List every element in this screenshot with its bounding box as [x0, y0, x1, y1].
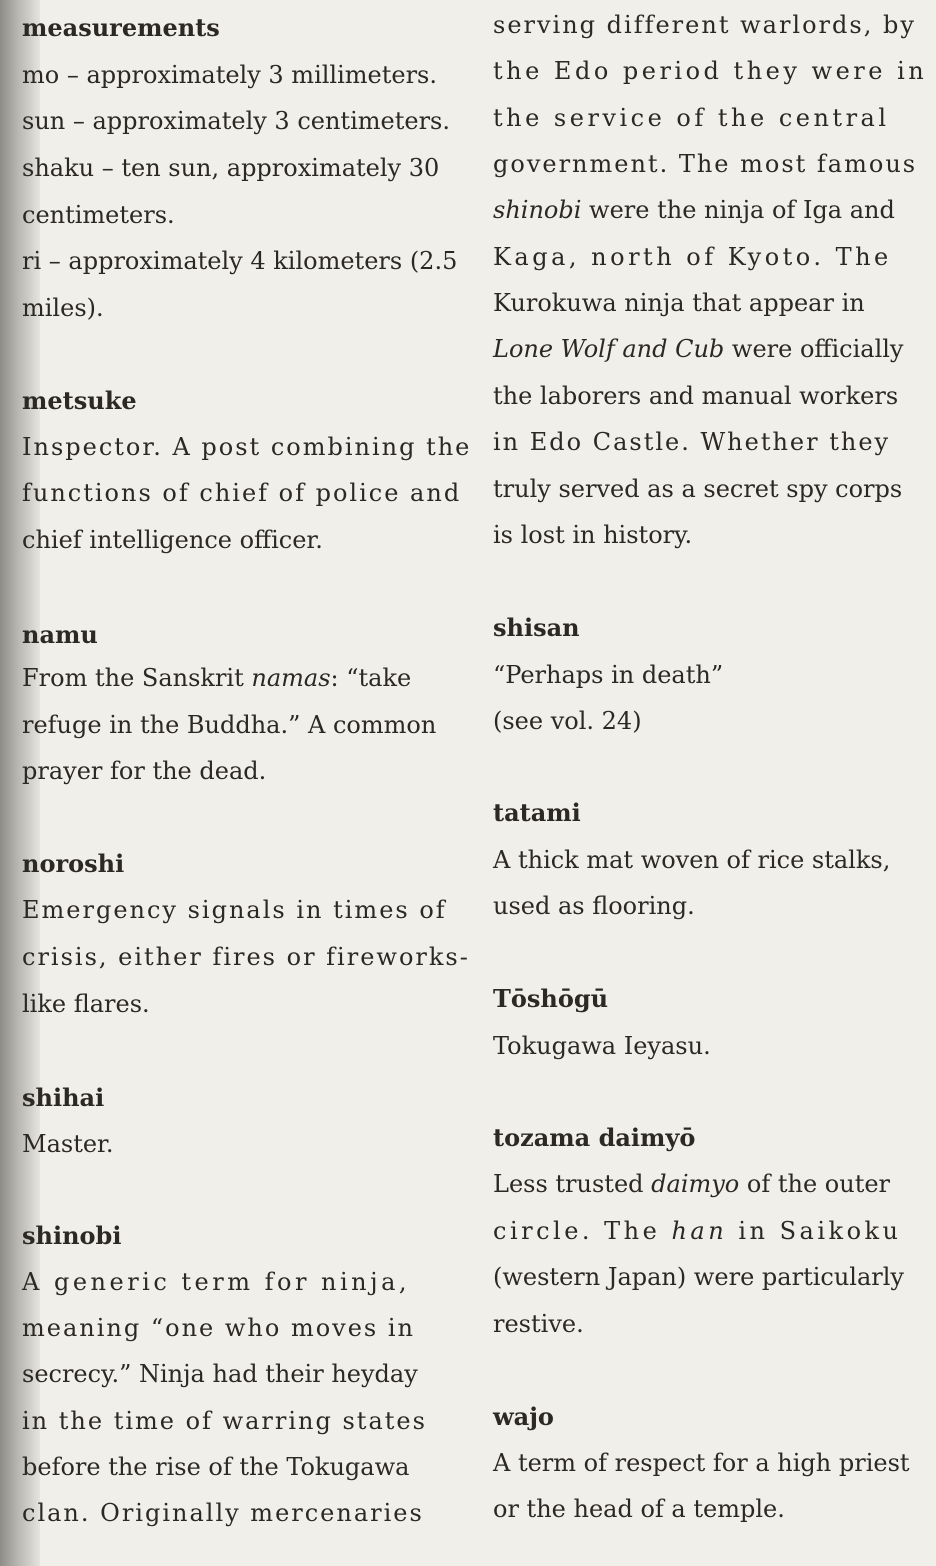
definition-line: Less trusted daimyo of the outer — [493, 1170, 891, 1198]
term-wajo: wajo — [493, 1402, 554, 1431]
term-toshogu: Tōshōgū — [493, 984, 609, 1013]
definition-line: Lone Wolf and Cub were officially — [493, 335, 904, 363]
definition-line: the service of the central — [493, 104, 890, 132]
definition-line: (western Japan) were particularly — [493, 1263, 904, 1291]
term-tozama-daimyo: tozama daimyō — [493, 1123, 696, 1152]
definition-line: truly served as a secret spy corps — [493, 475, 903, 503]
definition-line: clan. Originally mercenaries — [22, 1499, 424, 1527]
definition-line: is lost in history. — [493, 521, 693, 549]
definition-line: Kurokuwa ninja that appear in — [493, 289, 865, 317]
definition-line: Emergency signals in times of — [22, 896, 447, 924]
definition-line: crisis, either fires or fireworks- — [22, 943, 470, 971]
definition-line: Kaga, north of Kyoto. The — [493, 243, 892, 271]
definition-line: before the rise of the Tokugawa — [22, 1453, 410, 1481]
definition-line: serving different warlords, by — [493, 11, 916, 39]
definition-line: circle. The han in Saikoku — [493, 1217, 902, 1245]
definition-line: “Perhaps in death” — [493, 661, 724, 689]
definition-line: Tokugawa Ieyasu. — [493, 1032, 711, 1060]
term-shisan: shisan — [493, 613, 580, 642]
definition-line: chief intelligence officer. — [22, 526, 323, 554]
term-metsuke: metsuke — [22, 386, 137, 415]
definition-line: Master. — [22, 1130, 114, 1158]
definition-line: in Edo Castle. Whether they — [493, 428, 891, 456]
definition-line: A thick mat woven of rice stalks, — [493, 846, 891, 874]
definition-line: sun – approximately 3 centimeters. — [22, 107, 450, 135]
definition-line: government. The most famous — [493, 150, 918, 178]
definition-line: A generic term for ninja, — [22, 1268, 411, 1296]
term-shihai: shihai — [22, 1083, 105, 1112]
definition-line: meaning “one who moves in — [22, 1314, 415, 1342]
definition-line: centimeters. — [22, 201, 175, 229]
definition-line: A term of respect for a high priest — [493, 1449, 910, 1477]
definition-line: the laborers and manual workers — [493, 382, 899, 410]
definition-line: secrecy.” Ninja had their heyday — [22, 1360, 418, 1388]
definition-line: Inspector. A post combining the — [22, 433, 472, 461]
definition-line: like flares. — [22, 990, 150, 1018]
definition-line: in the time of warring states — [22, 1407, 427, 1435]
definition-line: prayer for the dead. — [22, 757, 267, 785]
term-namu: namu — [22, 620, 98, 649]
term-noroshi: noroshi — [22, 849, 125, 878]
definition-line: (see vol. 24) — [493, 707, 642, 735]
term-measurements: measurements — [22, 13, 220, 42]
definition-line: functions of chief of police and — [22, 479, 462, 507]
definition-line: the Edo period they were in — [493, 57, 928, 85]
term-tatami: tatami — [493, 798, 581, 827]
definition-line: shinobi were the ninja of Iga and — [493, 196, 895, 224]
definition-line: restive. — [493, 1310, 584, 1338]
definition-line: mo – approximately 3 millimeters. — [22, 61, 437, 89]
definition-line: ri – approximately 4 kilometers (2.5 — [22, 247, 458, 275]
definition-line: From the Sanskrit namas: “take — [22, 664, 412, 692]
definition-line: refuge in the Buddha.” A common — [22, 711, 437, 739]
definition-line: used as flooring. — [493, 892, 695, 920]
term-shinobi: shinobi — [22, 1221, 122, 1250]
definition-line: shaku – ten sun, approximately 30 — [22, 154, 440, 182]
definition-line: or the head of a temple. — [493, 1495, 785, 1523]
definition-line: miles). — [22, 294, 104, 322]
